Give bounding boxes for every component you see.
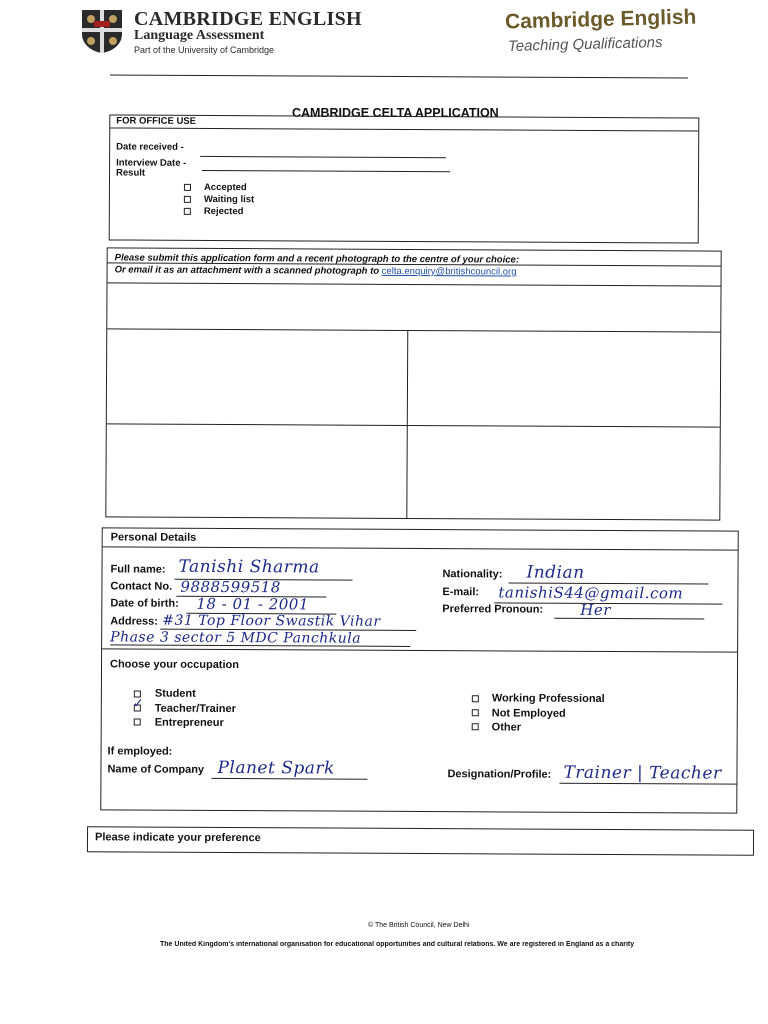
- working-professional-checkbox[interactable]: [472, 695, 479, 702]
- interview-date-label: Interview Date -: [116, 157, 187, 169]
- pronoun-value[interactable]: Her: [580, 600, 612, 620]
- pronoun-label: Preferred Pronoun:: [442, 603, 544, 616]
- footer-statement: The United Kingdom's international organisation for educational opportunities and cultural relations. We are registered in England as a charity: [160, 941, 635, 948]
- not-employed-label: Not Employed: [491, 707, 566, 720]
- celta-email-link[interactable]: celta.enquiry@britishcouncil.org: [381, 265, 517, 278]
- address-line-1[interactable]: #31 Top Floor Swastik Vihar: [162, 612, 381, 630]
- header-divider: [110, 74, 688, 78]
- personal-details-box: [100, 527, 738, 813]
- submit-rule-3: [107, 328, 720, 332]
- org-affiliation: Part of the University of Cambridge: [134, 45, 275, 55]
- teacher-trainer-check-mark: ✓: [132, 696, 144, 712]
- office-use-box: [109, 114, 700, 243]
- email-label: E-mail:: [442, 586, 480, 599]
- interview-date-field[interactable]: [202, 170, 450, 172]
- date-received-field[interactable]: [200, 156, 446, 158]
- address-line-2[interactable]: Phase 3 sector 5 MDC Panchkula: [110, 629, 362, 647]
- brand-title: Cambridge English: [504, 5, 697, 34]
- designation-value[interactable]: Trainer | Teacher: [563, 762, 722, 784]
- pronoun-underline: [554, 618, 704, 620]
- waiting-list-checkbox[interactable]: [184, 196, 191, 203]
- shield-icon: [80, 8, 124, 54]
- full-name-value[interactable]: Tanishi Sharma: [178, 556, 320, 578]
- designation-label: Designation/Profile:: [447, 768, 552, 781]
- contact-label: Contact No.: [110, 580, 173, 593]
- submit-instruction: Please submit this application form and a recent photograph to the centre of your choice:: [114, 252, 520, 266]
- other-checkbox[interactable]: [472, 723, 479, 730]
- not-employed-checkbox[interactable]: [472, 709, 479, 716]
- preference-heading: Please indicate your preference: [94, 831, 261, 845]
- address-underline-2: [110, 644, 410, 647]
- submit-email-text: Or email it as an attachment with a scanned photograph to: [114, 264, 380, 277]
- contact-value[interactable]: 9888599518: [180, 577, 281, 597]
- accepted-label: Accepted: [203, 181, 247, 194]
- centre-grid-divider: [406, 330, 408, 518]
- cambridge-shield-logo: [80, 8, 124, 54]
- occupation-heading: Choose your occupation: [109, 658, 240, 672]
- email-value[interactable]: tanishiS44@gmail.com: [498, 583, 684, 603]
- waiting-list-label: Waiting list: [203, 193, 255, 206]
- nationality-label: Nationality:: [442, 568, 503, 581]
- submission-box: [105, 247, 721, 520]
- office-use-heading: FOR OFFICE USE: [116, 115, 197, 127]
- if-employed-label: If employed:: [107, 745, 173, 758]
- form-title: CAMBRIDGE CELTA APPLICATION: [292, 106, 499, 120]
- dob-value[interactable]: 18 - 01 - 2001: [196, 594, 309, 614]
- office-use-heading-rule: [110, 127, 698, 131]
- centre-grid-middle-rule: [107, 423, 720, 427]
- accepted-checkbox[interactable]: [184, 184, 191, 191]
- company-value[interactable]: Planet Spark: [217, 757, 335, 779]
- nationality-value[interactable]: Indian: [526, 562, 585, 583]
- dob-label: Date of birth:: [110, 597, 179, 610]
- student-label: Student: [154, 687, 196, 700]
- footer-copyright: © The British Council, New Delhi: [368, 922, 470, 929]
- rejected-label: Rejected: [203, 205, 244, 218]
- company-label: Name of Company: [107, 763, 205, 776]
- brand-subtitle: Teaching Qualifications: [507, 33, 663, 56]
- other-label: Other: [491, 721, 522, 734]
- working-professional-label: Working Professional: [491, 692, 605, 705]
- result-label: Result: [115, 167, 146, 179]
- entrepreneur-label: Entrepreneur: [154, 716, 224, 729]
- teacher-trainer-label: Teacher/Trainer: [154, 702, 236, 716]
- full-name-label: Full name:: [110, 563, 166, 576]
- org-subtitle: Language Assessment: [134, 28, 265, 43]
- entrepreneur-checkbox[interactable]: [134, 719, 141, 726]
- personal-details-heading: Personal Details: [110, 531, 197, 544]
- address-label: Address:: [110, 615, 158, 628]
- personal-heading-rule: [103, 546, 738, 550]
- preference-box: [87, 826, 754, 855]
- date-received-label: Date received -: [116, 141, 184, 153]
- rejected-checkbox[interactable]: [184, 208, 191, 215]
- personal-mid-rule: [102, 648, 737, 652]
- submit-rule-2: [108, 282, 721, 286]
- org-name: CAMBRIDGE ENGLISH: [134, 8, 362, 30]
- submit-email-line: [115, 264, 517, 277]
